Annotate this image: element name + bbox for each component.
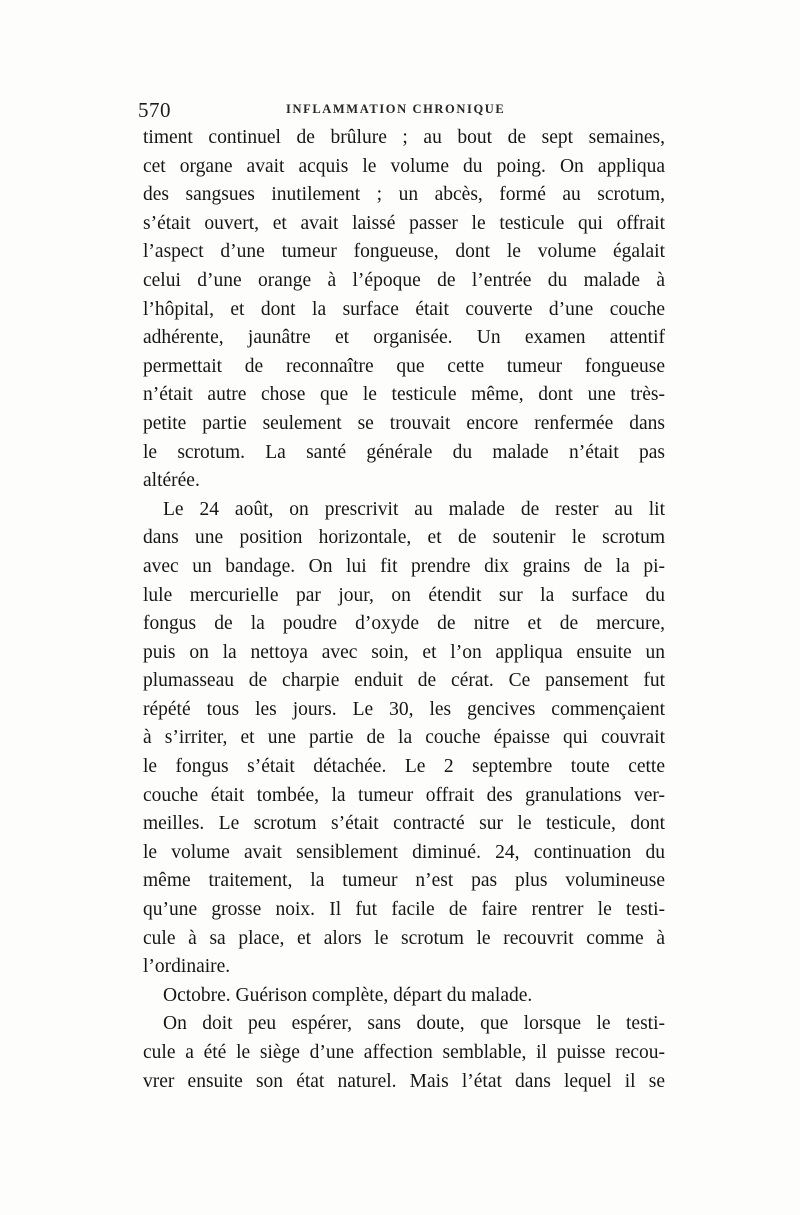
running-title: INFLAMMATION CHRONIQUE (286, 102, 506, 116)
text-line: permettait de reconnaître que cette tumeur fongueuse (143, 355, 665, 377)
text-line: l’hôpital, et dont la surface était couverte d’une couche (143, 298, 665, 320)
text-line: timent continuel de brûlure ; au bout de sept semaines, (143, 127, 665, 148)
text-line: plumasseau de charpie enduit de cérat. Ce pansement fut (143, 670, 665, 692)
text-line: à s’irriter, et une partie de la couche épaisse qui couvrait (143, 727, 665, 749)
text-line: adhérente, jaunâtre et organisée. Un examen attentif (143, 327, 665, 349)
text-line: lule mercurielle par jour, on étendit sur la surface du (143, 584, 665, 606)
text-line: celui d’une orange à l’époque de l’entrée du malade à (143, 269, 665, 291)
text-line: cule a été le siège d’une affection semblable, il puisse recou- (143, 1042, 665, 1063)
text-line: des sangsues inutilement ; un abcès, formé au scrotum, (143, 184, 665, 206)
text-line: le fongus s’était détachée. Le 2 septembre toute cette (143, 756, 665, 778)
text-line: le volume avait sensiblement diminué. 24, continuation du (143, 841, 665, 863)
text-line: Octobre. Guérison complète, départ du malade. (163, 984, 533, 1006)
text-line: avec un bandage. On lui fit prendre dix grains de la pi- (143, 555, 665, 577)
text-line: n’était autre chose que le testicule même, dont une très- (143, 384, 665, 406)
text-line: fongus de la poudre d’oxyde de nitre et de mercure, (143, 613, 665, 635)
text-line: couche était tombée, la tumeur offrait des granulations ver- (143, 784, 665, 806)
text-line: l’aspect d’une tumeur fongueuse, dont le volume égalait (143, 241, 665, 263)
text-line: altérée. (143, 470, 200, 492)
text-line: On doit peu espérer, sans doute, que lorsque le testi- (163, 1013, 665, 1035)
text-line: cule à sa place, et alors le scrotum le recouvrit comme à (143, 927, 665, 949)
body-text (143, 124, 665, 1096)
text-line: l’ordinaire. (143, 956, 231, 978)
page-number: 570 (138, 98, 171, 122)
text-line: petite partie seulement se trouvait encore renfermée dans (143, 412, 665, 434)
text-line: Le 24 août, on prescrivit au malade de rester au lit (163, 498, 665, 520)
text-line: qu’une grosse noix. Il fut facile de faire rentrer le testi- (143, 899, 665, 921)
text-line: le scrotum. La santé générale du malade n’était pas (143, 441, 665, 463)
text-line: cet organe avait acquis le volume du poing. On appliqua (143, 155, 665, 177)
text-line: dans une position horizontale, et de soutenir le scrotum (143, 527, 665, 549)
text-line: même traitement, la tumeur n’est pas plus volumineuse (143, 870, 665, 892)
text-line: vrer ensuite son état naturel. Mais l’état dans lequel il se (143, 1070, 665, 1092)
text-line: puis on la nettoya avec soin, et l’on appliqua ensuite un (143, 641, 665, 663)
text-line: répété tous les jours. Le 30, les gencives commençaient (143, 698, 665, 720)
text-line: meilles. Le scrotum s’était contracté sur le testicule, dont (143, 813, 665, 835)
text-line: s’était ouvert, et avait laissé passer le testicule qui offrait (143, 212, 665, 234)
